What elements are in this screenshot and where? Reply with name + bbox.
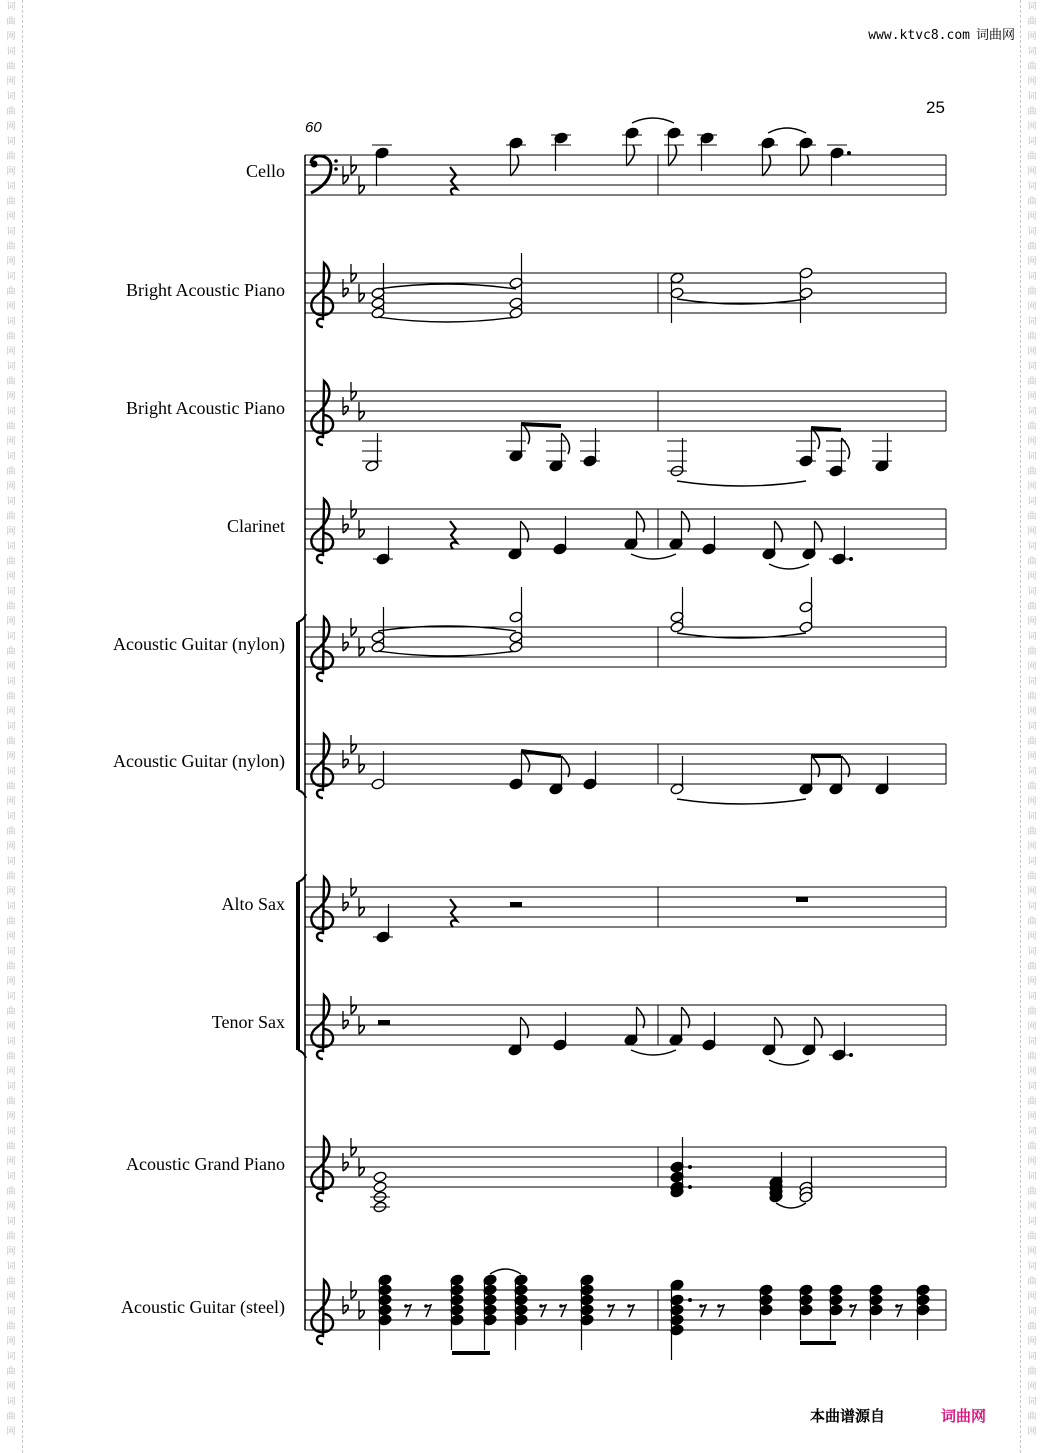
watermark-glyph: 曲 (6, 1412, 16, 1422)
watermark-glyph: 网 (1027, 527, 1037, 537)
watermark-glyph: 网 (1027, 347, 1037, 357)
watermark-glyph: 网 (6, 1382, 16, 1392)
watermark-glyph: 词 (1027, 317, 1037, 327)
watermark-glyph: 词 (6, 722, 16, 732)
watermark-glyph: 词 (1027, 2, 1037, 12)
watermark-glyph: 曲 (1027, 1412, 1037, 1422)
watermark-glyph: 词 (6, 137, 16, 147)
chord-note (373, 1171, 387, 1183)
watermark-glyph: 词 (1027, 677, 1037, 687)
dot (688, 1165, 692, 1169)
watermark-glyph: 词 (1027, 722, 1037, 732)
watermark-glyph: 曲 (6, 332, 16, 342)
watermark-glyph: 曲 (1027, 467, 1037, 477)
watermark-glyph: 网 (1027, 1247, 1037, 1257)
watermark-glyph: 词 (1027, 47, 1037, 57)
bass-clef (311, 161, 318, 168)
flat-sign (359, 529, 364, 538)
half-rest (378, 1020, 390, 1025)
watermark-glyph: 曲 (6, 287, 16, 297)
watermark-glyph: 曲 (6, 1277, 16, 1287)
watermark-glyph: 词 (6, 182, 16, 192)
watermark-glyph: 网 (6, 932, 16, 942)
watermark-glyph: 曲 (6, 917, 16, 927)
watermark-glyph: 网 (1027, 1337, 1037, 1347)
watermark-glyph: 词 (6, 542, 16, 552)
watermark-glyph: 词 (6, 92, 16, 102)
eighth-rest (424, 1304, 428, 1308)
watermark-glyph: 词 (6, 587, 16, 597)
watermark-glyph: 网 (1027, 662, 1037, 672)
watermark-glyph: 曲 (1027, 242, 1037, 252)
watermark-glyph: 曲 (1027, 737, 1037, 747)
watermark-glyph: 网 (6, 122, 16, 132)
watermark-glyph: 网 (6, 257, 16, 267)
instrument-label: Acoustic Guitar (nylon) (113, 751, 285, 771)
flat-sign (359, 411, 364, 420)
watermark-glyph: 词 (1027, 137, 1037, 147)
watermark-glyph: 网 (1027, 167, 1037, 177)
dot (688, 1298, 692, 1302)
watermark-glyph: 曲 (1027, 17, 1037, 27)
flat-sign (359, 185, 364, 194)
watermark-glyph: 曲 (1027, 1052, 1037, 1062)
watermark-glyph: 网 (1027, 1022, 1037, 1032)
watermark-glyph: 网 (1027, 797, 1037, 807)
watermark-glyph: 网 (1027, 1202, 1037, 1212)
watermark-glyph: 曲 (1027, 1097, 1037, 1107)
watermark-glyph: 曲 (6, 17, 16, 27)
watermark-glyph: 词 (1027, 1037, 1037, 1047)
watermark-glyph: 词 (6, 497, 16, 507)
flat-sign (343, 175, 348, 184)
beam (521, 751, 561, 756)
watermark-glyph: 词 (1027, 902, 1037, 912)
flat-sign (359, 1167, 364, 1176)
watermark-glyph: 网 (6, 482, 16, 492)
watermark-glyph: 曲 (6, 1232, 16, 1242)
dot (849, 1053, 853, 1057)
watermark-glyph: 词 (6, 1127, 16, 1137)
site-url[interactable]: www.ktvc8.com (868, 28, 970, 43)
watermark-glyph: 词 (1027, 92, 1037, 102)
watermark-glyph: 网 (1027, 122, 1037, 132)
beam (811, 428, 841, 430)
watermark-glyph: 曲 (1027, 692, 1037, 702)
eighth-rest (849, 1304, 853, 1308)
instrument-label: Clarinet (227, 516, 285, 536)
watermark-glyph: 词 (6, 947, 16, 957)
watermark-glyph: 曲 (6, 962, 16, 972)
instrument-label: Acoustic Guitar (steel) (121, 1297, 285, 1317)
watermark-glyph: 词 (6, 632, 16, 642)
watermark-glyph: 词 (1027, 992, 1037, 1002)
tie (378, 284, 516, 289)
watermark-glyph: 网 (6, 1022, 16, 1032)
tie (768, 128, 806, 133)
watermark-glyph: 网 (6, 1157, 16, 1167)
page-number: 25 (926, 98, 945, 117)
watermark-glyph: 词 (6, 1172, 16, 1182)
watermark-glyph: 曲 (6, 782, 16, 792)
footer-source: 本曲谱源自 (810, 1407, 886, 1425)
watermark-glyph: 曲 (1027, 1322, 1037, 1332)
watermark-glyph: 词 (6, 677, 16, 687)
watermark-glyph: 曲 (1027, 152, 1037, 162)
watermark-glyph: 词 (6, 1397, 16, 1407)
watermark-glyph: 曲 (1027, 1007, 1037, 1017)
watermark-glyph: 曲 (6, 1187, 16, 1197)
watermark-glyph: 词 (6, 1307, 16, 1317)
watermark-glyph: 曲 (1027, 647, 1037, 657)
flat-sign (351, 165, 356, 174)
measure-number: 60 (305, 119, 322, 136)
watermark-glyph: 网 (1027, 482, 1037, 492)
eighth-rest (627, 1304, 631, 1308)
eighth-rest (559, 1304, 563, 1308)
quarter-rest (450, 899, 457, 927)
watermark-glyph: 曲 (6, 512, 16, 522)
watermark-glyph: 网 (6, 662, 16, 672)
watermark-glyph: 词 (6, 227, 16, 237)
tie (677, 481, 806, 486)
watermark-glyph: 网 (6, 1292, 16, 1302)
flat-sign (351, 744, 356, 753)
flat-sign (351, 1290, 356, 1299)
watermark-glyph: 网 (1027, 257, 1037, 267)
watermark-glyph: 网 (6, 212, 16, 222)
instrument-label: Acoustic Guitar (nylon) (113, 634, 285, 654)
watermark-glyph: 网 (1027, 1157, 1037, 1167)
watermark-glyph: 曲 (6, 692, 16, 702)
half-rest (510, 902, 522, 907)
watermark-glyph: 网 (1027, 1292, 1037, 1302)
watermark-glyph: 网 (1027, 1112, 1037, 1122)
watermark-glyph: 词 (1027, 632, 1037, 642)
watermark-glyph: 曲 (1027, 1232, 1037, 1242)
eighth-rest (404, 1304, 408, 1308)
watermark-glyph: 曲 (6, 1367, 16, 1377)
flat-sign (359, 1310, 364, 1319)
watermark-glyph: 曲 (6, 1322, 16, 1332)
watermark-glyph: 词 (1027, 452, 1037, 462)
watermark-glyph: 词 (1027, 1217, 1037, 1227)
watermark-glyph: 网 (1027, 437, 1037, 447)
watermark-glyph: 网 (1027, 392, 1037, 402)
watermark-glyph: 网 (1027, 707, 1037, 717)
watermark-glyph: 网 (1027, 572, 1037, 582)
watermark-glyph: 词 (1027, 227, 1037, 237)
watermark-glyph: 词 (1027, 1397, 1037, 1407)
bass-clef (334, 167, 338, 171)
watermark-glyph: 词 (1027, 812, 1037, 822)
watermark-glyph: 网 (1027, 977, 1037, 987)
watermark-glyph: 词 (1027, 272, 1037, 282)
whole-rest (796, 897, 808, 902)
watermark-glyph: 曲 (6, 107, 16, 117)
tie (490, 1269, 521, 1274)
watermark-glyph: 词 (1027, 182, 1037, 192)
bass-clef (334, 159, 338, 163)
watermark-glyph: 曲 (1027, 62, 1037, 72)
watermark-glyph: 曲 (6, 1052, 16, 1062)
watermark-glyph: 网 (6, 167, 16, 177)
tie (776, 1203, 806, 1208)
watermark-glyph: 词 (6, 272, 16, 282)
watermark-glyph: 词 (6, 1082, 16, 1092)
eighth-rest (699, 1304, 703, 1308)
instrument-label: Alto Sax (221, 894, 285, 914)
watermark-glyph: 词 (6, 992, 16, 1002)
watermark-glyph: 曲 (6, 62, 16, 72)
watermark-glyph: 曲 (1027, 962, 1037, 972)
watermark-glyph: 网 (6, 527, 16, 537)
watermark-glyph: 词 (1027, 587, 1037, 597)
watermark-glyph: 词 (1027, 362, 1037, 372)
watermark-glyph: 网 (6, 302, 16, 312)
eighth-rest (539, 1304, 543, 1308)
watermark-glyph: 网 (1027, 32, 1037, 42)
watermark-glyph: 网 (6, 347, 16, 357)
watermark-glyph: 曲 (1027, 332, 1037, 342)
tie (632, 118, 674, 123)
watermark-glyph: 曲 (1027, 872, 1037, 882)
instrument-label: Bright Acoustic Piano (126, 398, 285, 418)
watermark-glyph: 网 (1027, 1067, 1037, 1077)
watermark-glyph: 曲 (1027, 287, 1037, 297)
watermark-glyph: 词 (6, 1037, 16, 1047)
watermark-glyph: 词 (6, 767, 16, 777)
instrument-label: Tenor Sax (211, 1012, 285, 1032)
watermark-glyph: 网 (6, 392, 16, 402)
watermark-glyph: 词 (6, 407, 16, 417)
watermark-glyph: 词 (1027, 1352, 1037, 1362)
watermark-glyph: 曲 (1027, 782, 1037, 792)
watermark-glyph: 曲 (1027, 1367, 1037, 1377)
watermark-glyph: 曲 (6, 737, 16, 747)
watermark-glyph: 词 (1027, 1307, 1037, 1317)
watermark-glyph: 词 (6, 47, 16, 57)
watermark-glyph: 曲 (6, 647, 16, 657)
watermark-glyph: 曲 (6, 872, 16, 882)
watermark-glyph: 曲 (1027, 422, 1037, 432)
quarter-rest (450, 167, 457, 195)
watermark-glyph: 网 (6, 77, 16, 87)
watermark-glyph: 网 (1027, 752, 1037, 762)
watermark-glyph: 曲 (1027, 1142, 1037, 1152)
watermark-glyph: 网 (1027, 302, 1037, 312)
flat-sign (351, 627, 356, 636)
footer[interactable] (810, 1405, 986, 1426)
watermark-glyph: 曲 (6, 152, 16, 162)
watermark-glyph: 网 (6, 842, 16, 852)
eighth-rest (717, 1304, 721, 1308)
watermark-glyph: 词 (6, 857, 16, 867)
watermark-glyph: 曲 (6, 827, 16, 837)
instrument-label: Bright Acoustic Piano (126, 280, 285, 300)
flat-sign (359, 1025, 364, 1034)
watermark-glyph: 网 (6, 707, 16, 717)
watermark-glyph: 网 (6, 977, 16, 987)
watermark-glyph: 曲 (1027, 917, 1037, 927)
watermark-glyph: 词 (1027, 947, 1037, 957)
watermark-glyph: 曲 (6, 197, 16, 207)
watermark-glyph: 词 (6, 1262, 16, 1272)
tie (769, 1060, 809, 1065)
watermark-glyph: 词 (6, 1217, 16, 1227)
watermark-glyph: 网 (6, 887, 16, 897)
watermark-glyph: 词 (6, 452, 16, 462)
watermark-glyph: 网 (1027, 887, 1037, 897)
beam (521, 424, 561, 426)
watermark-glyph: 词 (1027, 767, 1037, 777)
watermark-glyph: 曲 (1027, 827, 1037, 837)
watermark-glyph: 曲 (6, 602, 16, 612)
watermark-glyph: 词 (1027, 1262, 1037, 1272)
eighth-rest (607, 1304, 611, 1308)
watermark-glyph: 曲 (1027, 512, 1037, 522)
watermark-glyph: 曲 (6, 557, 16, 567)
watermark-glyph: 词 (6, 902, 16, 912)
watermark-glyph: 网 (6, 797, 16, 807)
flat-sign (359, 764, 364, 773)
watermark-glyph: 曲 (1027, 602, 1037, 612)
tie (631, 554, 676, 559)
watermark-glyph: 曲 (6, 377, 16, 387)
flat-sign (359, 647, 364, 656)
watermark-glyph: 网 (6, 1247, 16, 1257)
watermark-glyph: 词 (1027, 1127, 1037, 1137)
flat-sign (351, 391, 356, 400)
watermark-glyph: 曲 (1027, 1277, 1037, 1287)
site-name[interactable]: 词曲网 (975, 28, 1015, 43)
tie (631, 1050, 676, 1055)
flat-sign (359, 293, 364, 302)
watermark-glyph: 曲 (1027, 107, 1037, 117)
watermark-glyph: 词 (1027, 1082, 1037, 1092)
watermark-glyph: 曲 (6, 1097, 16, 1107)
quarter-rest (450, 521, 457, 549)
watermark-glyph: 网 (1027, 1382, 1037, 1392)
instrument-label: Cello (246, 161, 285, 181)
watermark-glyph: 网 (6, 752, 16, 762)
watermark-glyph: 网 (1027, 77, 1037, 87)
watermark-glyph: 网 (1027, 842, 1037, 852)
watermark-glyph: 网 (6, 572, 16, 582)
watermark-glyph: 词 (1027, 497, 1037, 507)
watermark-glyph: 曲 (1027, 1187, 1037, 1197)
watermark-glyph: 网 (6, 32, 16, 42)
watermark-glyph: 网 (6, 1202, 16, 1212)
watermark-glyph: 词 (1027, 407, 1037, 417)
watermark-glyph: 网 (1027, 212, 1037, 222)
flat-sign (351, 1147, 356, 1156)
tie (378, 317, 516, 322)
flat-sign (351, 887, 356, 896)
watermark-glyph: 网 (6, 437, 16, 447)
flat-sign (359, 907, 364, 916)
watermark-glyph: 曲 (6, 467, 16, 477)
watermark-glyph: 曲 (6, 1142, 16, 1152)
eighth-rest (895, 1304, 899, 1308)
tie (378, 651, 516, 656)
watermark-glyph: 曲 (6, 1007, 16, 1017)
watermark-glyph: 曲 (1027, 197, 1037, 207)
tie (769, 564, 809, 569)
watermark-glyph: 网 (1027, 617, 1037, 627)
dot (849, 557, 853, 561)
watermark-glyph: 词 (1027, 857, 1037, 867)
flat-sign (351, 509, 356, 518)
watermark-glyph: 曲 (1027, 557, 1037, 567)
tie (677, 799, 806, 804)
watermark-glyph: 词 (6, 317, 16, 327)
watermark-glyph: 网 (6, 1427, 16, 1437)
watermark-glyph: 网 (6, 617, 16, 627)
watermark-glyph: 词 (6, 812, 16, 822)
watermark-glyph: 词 (6, 2, 16, 12)
watermark-glyph: 词 (6, 362, 16, 372)
watermark-glyph: 网 (6, 1112, 16, 1122)
watermark-glyph: 网 (1027, 932, 1037, 942)
watermark-glyph: 曲 (6, 242, 16, 252)
footer-brand[interactable]: 词曲网 (941, 1407, 987, 1425)
dot (847, 151, 851, 155)
dot (688, 1185, 692, 1189)
chord-note (373, 1181, 387, 1193)
instrument-label: Acoustic Grand Piano (126, 1154, 285, 1174)
flat-sign (351, 1005, 356, 1014)
watermark-glyph: 词 (1027, 542, 1037, 552)
watermark-glyph: 网 (6, 1067, 16, 1077)
watermark-glyph: 网 (6, 1337, 16, 1347)
flat-sign (351, 273, 356, 282)
watermark-glyph: 词 (1027, 1172, 1037, 1182)
watermark-glyph: 词 (6, 1352, 16, 1362)
watermark-glyph: 曲 (6, 422, 16, 432)
watermark-glyph: 网 (1027, 1427, 1037, 1437)
watermark-glyph: 曲 (1027, 377, 1037, 387)
